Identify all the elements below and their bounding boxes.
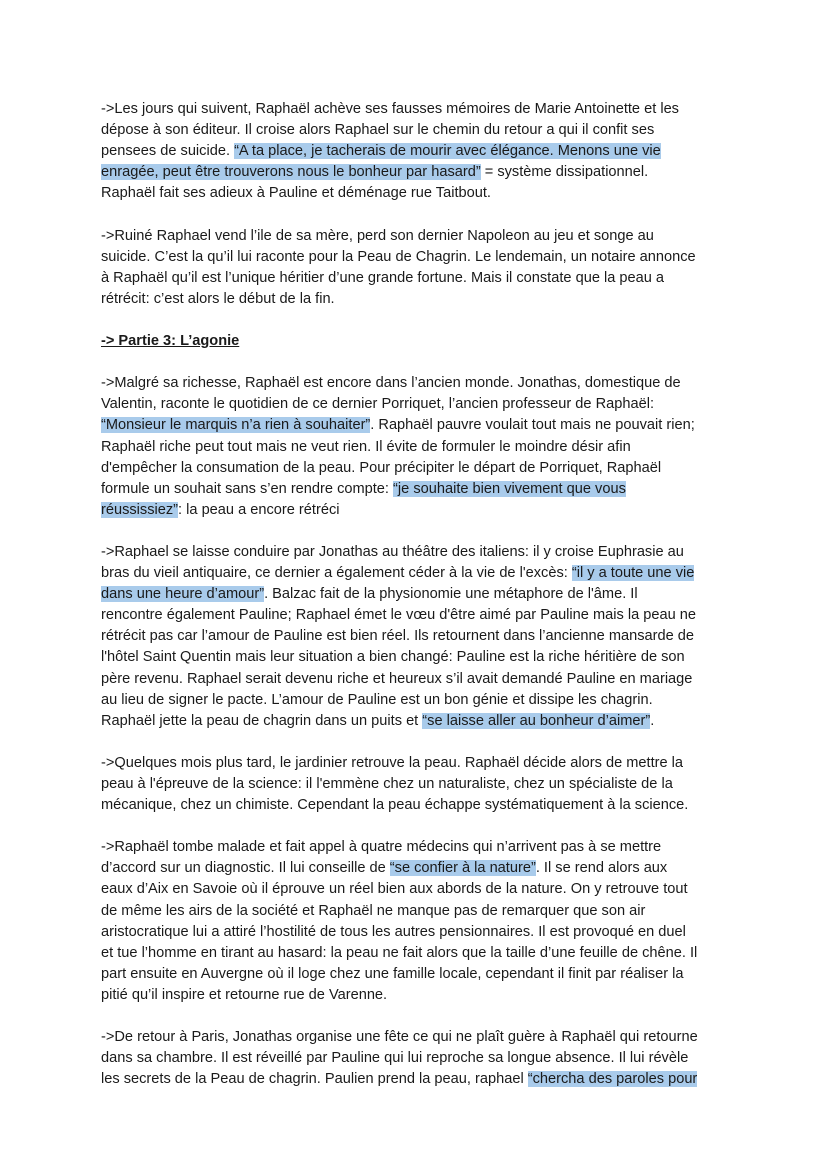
text-line xyxy=(101,162,741,183)
text-line xyxy=(101,964,741,985)
text-segment: ->Raphael se laisse conduire par Jonathas au théâtre des italiens: il y croise Euphrasie au xyxy=(101,543,684,560)
text-line xyxy=(101,542,741,563)
text-segment: dépose à son éditeur. Il croise alors Raphael sur le chemin du retour a qui il confit ses xyxy=(101,122,655,139)
highlighted-quote: réussissiez” xyxy=(101,501,179,518)
text-segment: part ensuite en Auvergne où il loge chez une famille locale, cependant il finit par réaliser la xyxy=(101,965,684,982)
text-segment: ->Malgré sa richesse, Raphaël est encore dans l’ancien monde. Jonathas, domestique de xyxy=(101,375,681,392)
highlighted-quote: “je souhaite bien vivement que vous xyxy=(393,480,626,497)
text-line xyxy=(101,647,741,668)
text-line xyxy=(101,500,741,521)
text-segment: ->De retour à Paris, Jonathas organise une fête ce qui ne plaît guère à Raphaël qui retourne xyxy=(101,1029,698,1046)
text-segment: à Raphaël qu’il est l’unique héritier d’une grande fortune. Mais il constate que la peau a xyxy=(101,269,665,286)
text-segment: Raphaël fait ses adieux à Pauline et déménage rue Taitbout. xyxy=(101,185,491,202)
text-line xyxy=(101,415,741,436)
text-segment: rétrécit: c’est alors le début de la fin. xyxy=(101,290,335,307)
text-line xyxy=(101,141,741,162)
text-segment: d’accord sur un diagnostic. Il lui conseille de xyxy=(101,860,390,877)
text-segment: ->Raphaël tombe malade et fait appel à quatre médecins qui n’arrivent pas à se mettre xyxy=(101,839,662,856)
paragraph xyxy=(101,753,741,816)
text-segment: ->Les jours qui suivent, Raphaël achève ses fausses mémoires de Marie Antoinette et les xyxy=(101,101,679,117)
text-line xyxy=(101,373,741,394)
paragraph xyxy=(101,373,741,521)
text-segment: les secrets de la Peau de chagrin. Paulien prend la peau, raphael xyxy=(101,1071,528,1088)
text-line xyxy=(101,394,741,415)
text-line xyxy=(101,584,741,605)
text-segment: Valentin, raconte le quotidien de ce dernier Porriquet, l’ancien professeur de Raphaël: xyxy=(101,396,655,413)
text-line xyxy=(101,247,741,268)
text-segment: dans sa chambre. Il est réveillé par Pauline qui lui reproche sa longue absence. Il lui révèle xyxy=(101,1050,689,1067)
text-line xyxy=(101,1027,741,1048)
text-segment: bras du vieil antiquaire, ce dernier a également céder à la vie de l'excès: xyxy=(101,565,572,582)
text-line xyxy=(101,458,741,479)
text-segment: eaux d’Aix en Savoie où il éprouve un réel bien aux abords de la nature. On y retrouve tout xyxy=(101,881,688,898)
text-line xyxy=(101,901,741,922)
text-segment: père revenu. Raphael serait devenu riche et heureux s’il avait demandé Pauline en mariage xyxy=(101,670,693,687)
text-line xyxy=(101,711,741,732)
highlighted-quote: enragée, peut être trouverons nous le bonheur par hasard” xyxy=(101,164,481,181)
text-line xyxy=(101,985,741,1006)
paragraph xyxy=(101,542,741,732)
text-segment: ->Quelques mois plus tard, le jardinier retrouve la peau. Raphaël décide alors de mettre la xyxy=(101,754,684,771)
text-line xyxy=(101,626,741,647)
text-line xyxy=(101,690,741,711)
highlighted-quote: dans une heure d’amour” xyxy=(101,586,265,603)
text-line xyxy=(101,774,741,795)
text-line xyxy=(101,1048,741,1069)
text-segment: d'empêcher la consumation de la peau. Pour précipiter le départ de Porriquet, Raphaël xyxy=(101,459,662,476)
text-segment: aristocratique lui a attiré l’hostilité de tous les autres pensionnaires. Il est provoqué en duel xyxy=(101,923,686,940)
text-line xyxy=(101,753,741,774)
text-line xyxy=(101,1069,741,1090)
section-heading: -> Partie 3: L’agonie xyxy=(101,333,240,350)
text-line xyxy=(101,268,741,289)
text-segment: de même les airs de la société et Raphaël ne manque pas de remarquer que son air xyxy=(101,902,646,919)
text-segment: mécanique, chez un chimiste. Cependant la peau échappe systématiquement à la science. xyxy=(101,797,689,814)
text-line xyxy=(101,120,741,141)
text-segment: l'hôtel Saint Quentin mais leur situation a bien changé: Pauline est la riche héritière de son xyxy=(101,649,685,666)
text-segment: pitié qu’il inspire et retourne rue de Varenne. xyxy=(101,986,388,1003)
text-segment: au lieu de signer le pacte. L’amour de Pauline est un bon génie et dissipe les chagrin. xyxy=(101,691,653,708)
highlighted-quote: “Monsieur le marquis n’a rien à souhaiter” xyxy=(101,417,371,434)
text-line xyxy=(101,879,741,900)
paragraph xyxy=(101,837,741,1006)
text-segment: . Il se rend alors aux xyxy=(535,860,668,877)
text-line xyxy=(101,563,741,584)
text-segment: formule un souhait sans s’en rendre compte: xyxy=(101,480,394,497)
highlighted-quote: “chercha des paroles pour xyxy=(527,1071,698,1088)
text-segment: . Raphaël pauvre voulait tout mais ne pouvait rien; xyxy=(370,417,695,434)
document-page xyxy=(101,99,741,1112)
text-segment: : la peau a encore rétréci xyxy=(178,501,340,518)
text-segment: rétrécit pas car l’amour de Pauline est bien réel. Ils retournent dans l’ancienne mansarde de xyxy=(101,628,694,645)
text-line xyxy=(101,99,741,120)
text-line xyxy=(101,183,741,204)
text-segment: . xyxy=(650,712,655,729)
highlighted-quote: “se confier à la nature” xyxy=(389,860,536,877)
highlighted-quote: “A ta place, je tacherais de mourir avec élégance. Menons une vie xyxy=(234,143,661,160)
text-line xyxy=(101,437,741,458)
highlighted-quote: “se laisse aller au bonheur d’aimer” xyxy=(422,712,651,729)
paragraph xyxy=(101,99,741,204)
text-line xyxy=(101,479,741,500)
text-segment: pensees de suicide. xyxy=(101,143,235,160)
text-line xyxy=(101,289,741,310)
text-segment: suicide. C’est la qu’il lui raconte pour la Peau de Chagrin. Le lendemain, un notaire annonce xyxy=(101,248,696,265)
text-segment: ->Ruiné Raphael vend l’ile de sa mère, perd son dernier Napoleon au jeu et songe au xyxy=(101,227,654,244)
text-segment: . Balzac fait de la physionomie une métaphore de l'âme. Il xyxy=(264,586,638,603)
text-segment: = système dissipationnel. xyxy=(480,164,649,181)
text-segment: peau à l'épreuve de la science: il l'emmène chez un naturaliste, chez un spécialiste de la xyxy=(101,776,673,792)
text-segment: rencontre également Pauline; Raphael émet le vœu d'être aimé par Pauline mais la peau ne xyxy=(101,607,696,624)
text-line xyxy=(101,837,741,858)
text-segment: Raphaël jette la peau de chagrin dans un puits et xyxy=(101,712,423,729)
text-line xyxy=(101,943,741,964)
text-segment: et tue l’homme en tirant au hasard: la peau ne fait alors que la taille d’une feuille de chêne. Il xyxy=(101,944,698,961)
highlighted-quote: “il y a toute une vie xyxy=(571,565,695,582)
text-segment: Raphaël riche peut tout mais ne veut rien. Il évite de formuler le moindre désir afin xyxy=(101,438,631,455)
text-line xyxy=(101,795,741,816)
text-line xyxy=(101,858,741,879)
text-line xyxy=(101,605,741,626)
paragraph xyxy=(101,1027,741,1090)
paragraph xyxy=(101,226,741,310)
text-line xyxy=(101,922,741,943)
text-line xyxy=(101,669,741,690)
text-line xyxy=(101,226,741,247)
